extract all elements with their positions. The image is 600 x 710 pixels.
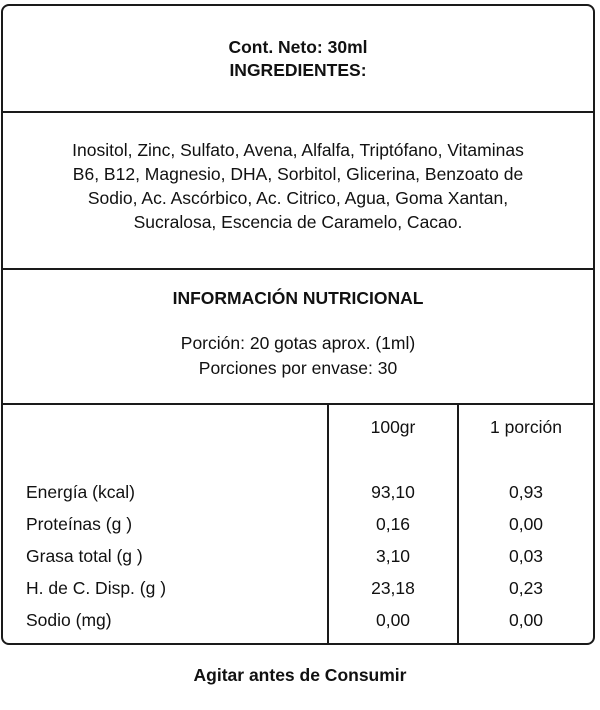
ingredients-line: Sucralosa, Escencia de Caramelo, Cacao. xyxy=(133,212,463,232)
ingredients-title: INGREDIENTES: xyxy=(229,60,367,80)
nutrition-table xyxy=(3,405,593,645)
ingredients-line: Sodio, Ac. Ascórbico, Ac. Citrico, Agua, Goma Xantan, xyxy=(87,188,509,208)
net-content: Cont. Neto: 30ml xyxy=(228,37,368,57)
value-per-portion: 0,93 xyxy=(508,482,544,502)
nutrition-title: INFORMACIÓN NUTRICIONAL xyxy=(172,288,424,308)
ingredients-list xyxy=(3,113,593,270)
table-row xyxy=(3,546,593,570)
value-per-portion: 0,00 xyxy=(508,514,544,534)
ingredients-line: Inositol, Zinc, Sulfato, Avena, Alfalfa, Triptófano, Vitaminas xyxy=(72,140,524,160)
value-per-portion: 0,00 xyxy=(508,610,544,630)
value-per-portion: 0,23 xyxy=(508,578,544,598)
label-header xyxy=(3,6,593,113)
footer-note: Agitar antes de Consumir xyxy=(193,665,407,685)
nutrient-name: Energía (kcal) xyxy=(26,482,135,502)
nutrition-label xyxy=(1,4,595,645)
servings-per-container: Porciones por envase: 30 xyxy=(198,358,398,378)
value-per-100gr: 23,18 xyxy=(371,578,415,598)
table-row xyxy=(3,514,593,538)
nutrient-name: Grasa total (g ) xyxy=(26,546,143,566)
value-per-100gr: 0,16 xyxy=(375,514,411,534)
table-row xyxy=(3,482,593,506)
table-row xyxy=(3,578,593,602)
column-header-100gr: 100gr xyxy=(370,417,416,437)
value-per-portion: 0,03 xyxy=(508,546,544,566)
ingredients-line: B6, B12, Magnesio, DHA, Sorbitol, Glicerina, Benzoato de xyxy=(72,164,524,184)
value-per-100gr: 3,10 xyxy=(375,546,411,566)
nutrient-name: Sodio (mg) xyxy=(26,610,112,630)
nutrient-name: Proteínas (g ) xyxy=(26,514,133,534)
value-per-100gr: 0,00 xyxy=(375,610,411,630)
table-row xyxy=(3,610,593,634)
serving-size: Porción: 20 gotas aprox. (1ml) xyxy=(180,333,416,353)
value-per-100gr: 93,10 xyxy=(371,482,415,502)
nutrition-info xyxy=(3,270,593,405)
column-header-portion: 1 porción xyxy=(490,417,562,437)
nutrient-name: H. de C. Disp. (g ) xyxy=(26,578,167,598)
